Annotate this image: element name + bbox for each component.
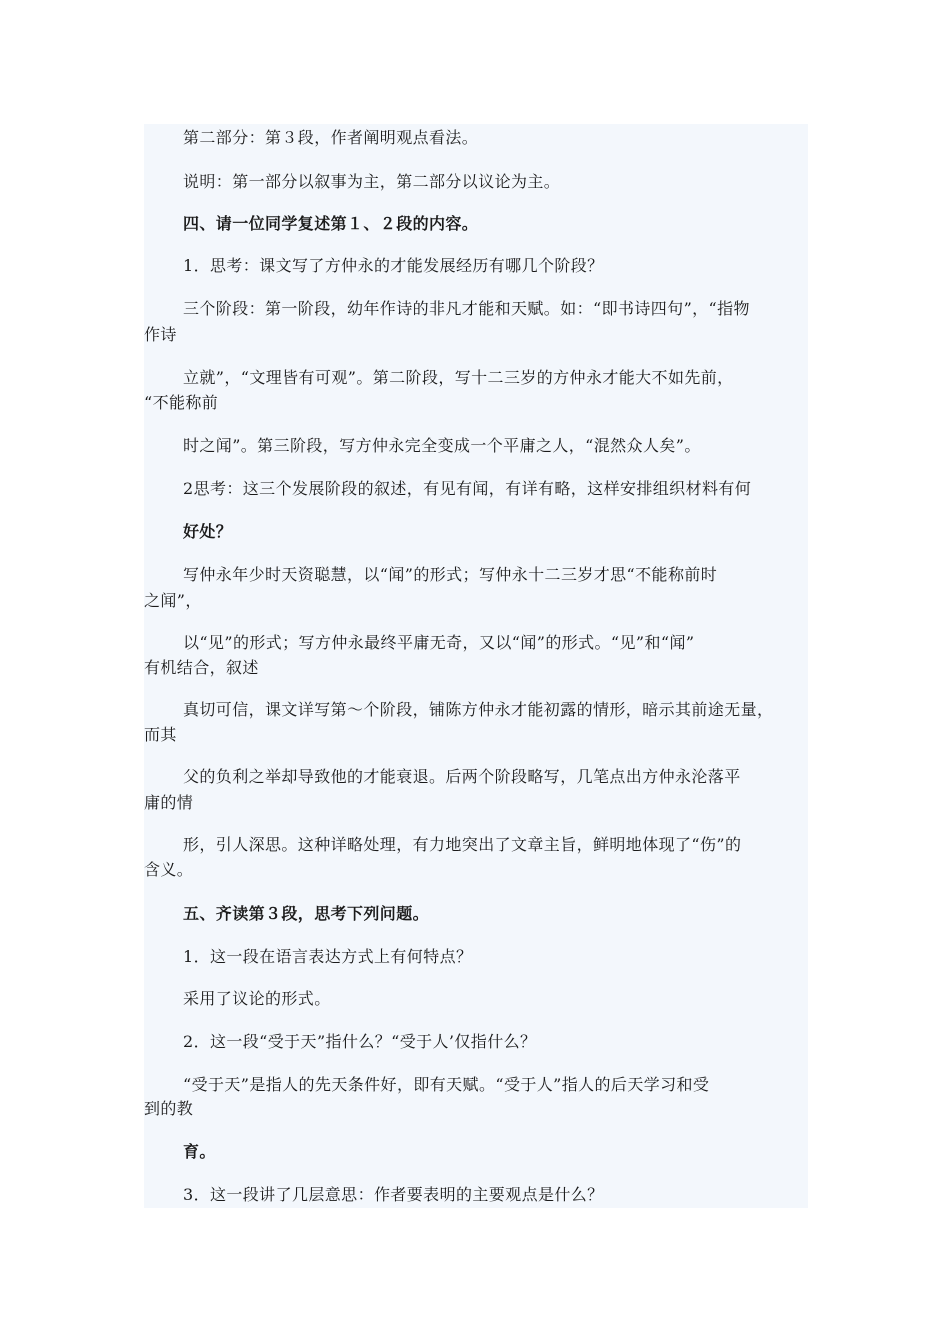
text-line: 育。 <box>183 1142 216 1161</box>
text-line: 第二部分：第３段，作者阐明观点看法。 <box>183 128 479 147</box>
text-line: 写仲永年少时天资聪慧，以“闻”的形式；写仲永十二三岁才思“不能称前时 <box>183 565 718 584</box>
text-line: 之闻”， <box>144 591 202 610</box>
text-line: 而其 <box>144 725 177 744</box>
text-line: 好处？ <box>183 522 233 541</box>
text-line: “受于天”是指人的先天条件好，即有天赋。“受于人”指人的后天学习和受 <box>183 1075 710 1094</box>
text-line: 庸的情 <box>144 793 194 812</box>
text-line: 时之闻”。第三阶段，写方仲永完全变成一个平庸之人，“混然众人矣”。 <box>183 436 701 455</box>
question-line: 1．思考：课文写了方仲永的才能发展经历有哪几个阶段？ <box>183 256 604 275</box>
section-heading: 四、请一位同学复述第１、２段的内容。 <box>183 214 479 233</box>
text-line: 采用了议论的形式。 <box>183 989 331 1008</box>
question-line: 2．这一段“受于天”指什么？“受于人’仅指什么？ <box>183 1032 537 1051</box>
text-line: 以“见”的形式；写方仲永最终平庸无奇，又以“闻”的形式。“见”和“闻” <box>183 633 695 652</box>
text-line: “不能称前 <box>144 393 219 412</box>
question-line: 2思考：这三个发展阶段的叙述，有见有闻，有详有略，这样安排组织材料有何 <box>183 479 752 498</box>
text-line: 真切可信，课文详写第～个阶段，铺陈方仲永才能初露的情形，暗示其前途无量， <box>183 700 774 719</box>
text-line: 形，引人深思。这种详略处理，有力地突出了文章主旨，鲜明地体现了“伤”的 <box>183 835 742 854</box>
text-line: 三个阶段：第一阶段，幼年作诗的非凡才能和天赋。如：“即书诗四句”，“指物 <box>183 299 750 318</box>
text-line: 作诗 <box>144 325 177 344</box>
text-line: 含义。 <box>144 860 194 879</box>
text-line: 说明：第一部分以叙事为主，第二部分以议论为主。 <box>183 172 561 191</box>
question-line: 3．这一段讲了几层意思：作者要表明的主要观点是什么？ <box>183 1185 604 1204</box>
text-line: 到的教 <box>144 1099 194 1118</box>
question-line: 1．这一段在语言表达方式上有何特点？ <box>183 947 473 966</box>
text-line: 有机结合，叙述 <box>144 658 259 677</box>
section-heading: 五、齐读第３段，思考下列问题。 <box>183 904 430 923</box>
text-line: 父的负利之举却导致他的才能衰退。后两个阶段略写，几笔点出方仲永沦落平 <box>183 767 741 786</box>
text-line: 立就”，“文理皆有可观”。第二阶段，写十二三岁的方仲永才能大不如先前， <box>183 368 734 387</box>
